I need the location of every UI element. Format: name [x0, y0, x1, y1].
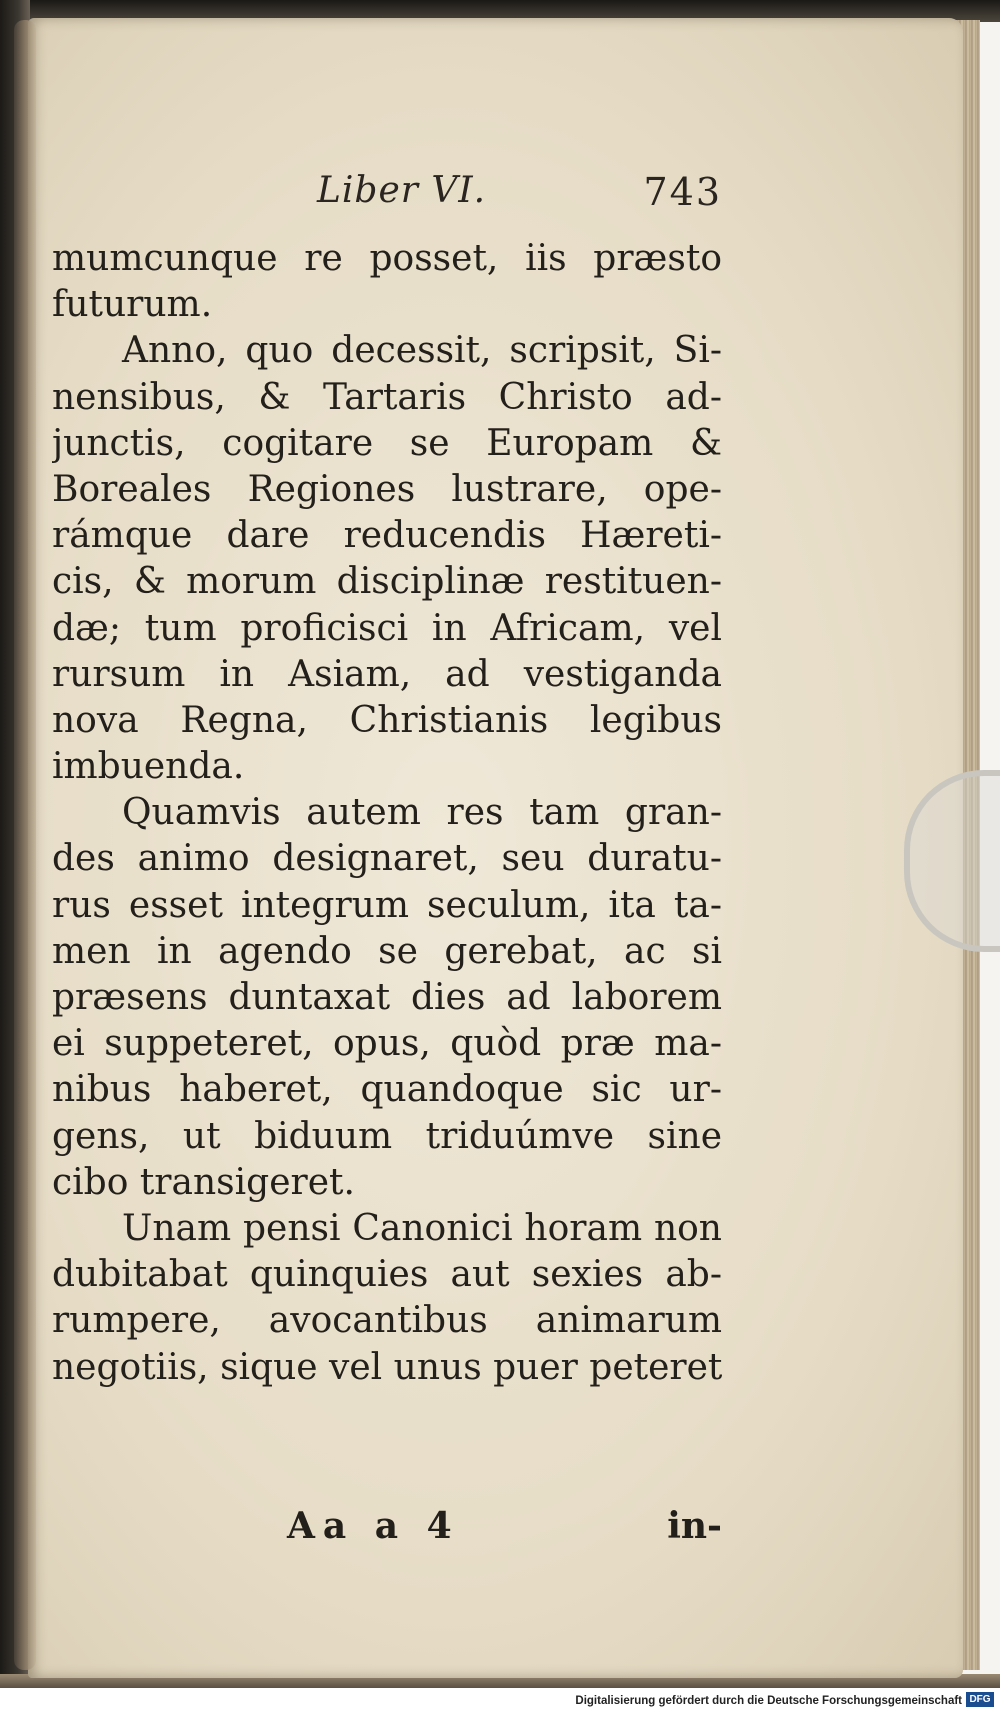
text-line: imbuenda. [52, 746, 245, 788]
text-line: Unam pensi Canonici horam non [122, 1207, 722, 1249]
text-line: nensibus, & Tartaris Christo ad- [52, 376, 722, 418]
text-line: præsens duntaxat dies ad laborem [52, 977, 722, 1018]
text-line: nova Regna, Christianis legibus [52, 699, 722, 741]
text-line: ei suppeteret, opus, quòd præ ma- [52, 1023, 722, 1065]
dfg-logo: DFG [966, 1692, 994, 1707]
page-number: 743 [643, 170, 722, 214]
running-head-title: Liber VI. [317, 170, 487, 211]
text-line: Anno, quo decessit, scripsit, Si- [122, 330, 722, 372]
text-line: junctis, cogitare se Europam & [52, 422, 722, 464]
text-line: rumpere, avocantibus animarum [52, 1300, 722, 1342]
text-line: futurum. [52, 284, 213, 326]
catchword: in- [667, 1505, 722, 1547]
text-line: cibo transigeret. [52, 1161, 355, 1203]
running-head [52, 170, 722, 220]
text-line: men in agendo se gerebat, ac si [52, 930, 722, 972]
text-line: negotiis, sique vel unus puer peteret [52, 1346, 722, 1388]
page-footer [52, 1505, 722, 1555]
text-line: dubitabat quinquies aut sexies ab- [52, 1254, 722, 1296]
text-line: nibus haberet, quandoque sic ur- [52, 1069, 722, 1111]
text-line: rus esset integrum seculum, ita ta- [52, 884, 722, 926]
credit-bar [0, 1688, 1000, 1710]
digitization-credit: Digitalisierung gefördert durch die Deutsche Forschungsgemeinschaft [575, 1695, 962, 1707]
book-spine [14, 20, 36, 1670]
text-line: cis, & morum disciplinæ restituen- [52, 561, 722, 603]
text-line: Quamvis autem res tam gran- [122, 792, 722, 834]
text-line: dæ; tum proficisci in Africam, vel [52, 607, 722, 649]
body-text [52, 236, 722, 1391]
text-line: rámque dare reducendis Hæreti- [52, 515, 722, 557]
signature-mark: Aa a 4 [287, 1505, 460, 1547]
text-line: gens, ut biduum triduúmve sine [52, 1115, 722, 1157]
text-line: rursum in Asiam, ad vestiganda [52, 653, 722, 695]
text-line: mumcunque re posset, iis præsto [52, 238, 722, 279]
text-line: des animo designaret, seu duratu- [52, 838, 722, 880]
text-line: Boreales Regiones lustrare, ope- [52, 468, 722, 510]
